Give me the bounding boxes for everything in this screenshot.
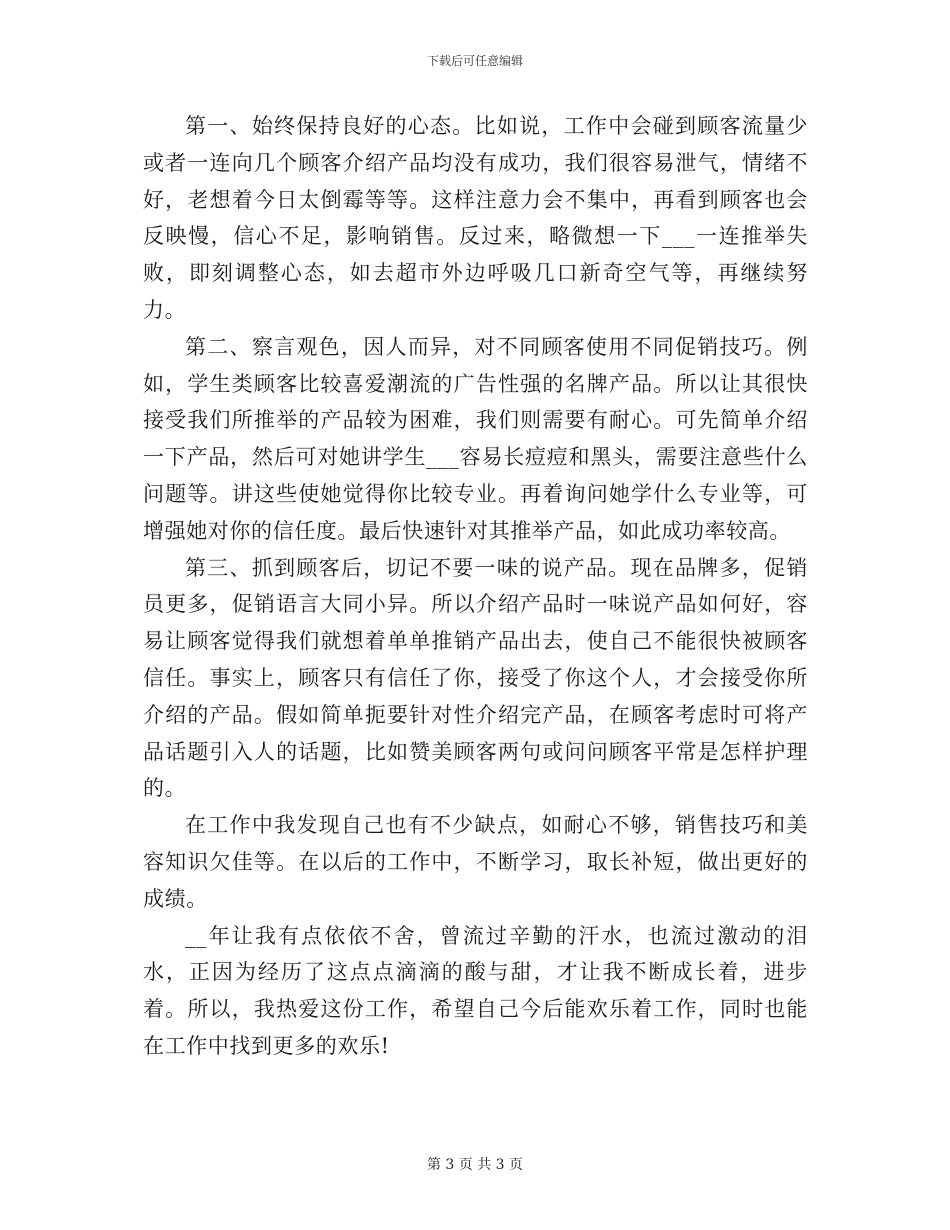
paragraph-shortcomings: 在工作中我发现自己也有不少缺点，如耐心不够，销售技巧和美容知识欠佳等。在以后的工作中，不断学习，取长补短，做出更好的成绩。 [143, 813, 808, 911]
paragraph-observe-customers: 第二、察言观色，因人而异，对不同顾客使用不同促销技巧。例如，学生类顾客比较喜爱潮流的广告性强的名牌产品。所以让其很快接受我们所推举的产品较为困难，我们则需要有耐心。可先简单介绍一下产品，然后可对她讲学生___容易长痘痘和黑头，需要注意些什么问题等。讲这些使她觉得你比较专业。再着询问她学什么专业等，可增强她对你的信任度。最后快速针对其推举产品，如此成功率较高。 [143, 334, 808, 543]
page-number-footer: 第 3 页 共 3 页 [426, 1157, 524, 1173]
paragraph-mindset: 第一、始终保持良好的心态。比如说，工作中会碰到顾客流量少或者一连向几个顾客介绍产品均没有成功，我们很容易泄气，情绪不好，老想着今日太倒霉等等。这样注意力会不集中，再看到顾客也会反映慢，信心不足，影响销售。反过来，略微想一下___一连推举失败，即刻调整心态，如去超市外边呼吸几口新奇空气等，再继续努力。 [143, 114, 808, 322]
paragraph-conclusion: __年让我有点依依不舍，曾流过辛勤的汗水，也流过激动的泪水，正因为经历了这点点滴滴的酸与甜，才让我不断成长着，进步着。所以，我热爱这份工作，希望自己今后能欢乐着工作，同时也能在工作中找到更多的欢乐! [143, 923, 808, 1058]
page-header: 下载后可任意编辑 [426, 54, 523, 68]
paragraph-dont-oversell: 第三、抓到顾客后，切记不要一味的说产品。现在品牌多，促销员更多，促销语言大同小异。所以介绍产品时一味说产品如何好，容易让顾客觉得我们就想着单单推销产品出去，使自己不能很快被顾客信任。事实上，顾客只有信任了你，接受了你这个人，才会接受你所介绍的产品。假如简单扼要针对性介绍完产品，在顾客考虑时可将产品话题引入人的话题，比如赞美顾客两句或问问顾客平常是怎样护理的。 [143, 555, 808, 801]
document-body [143, 108, 808, 1065]
